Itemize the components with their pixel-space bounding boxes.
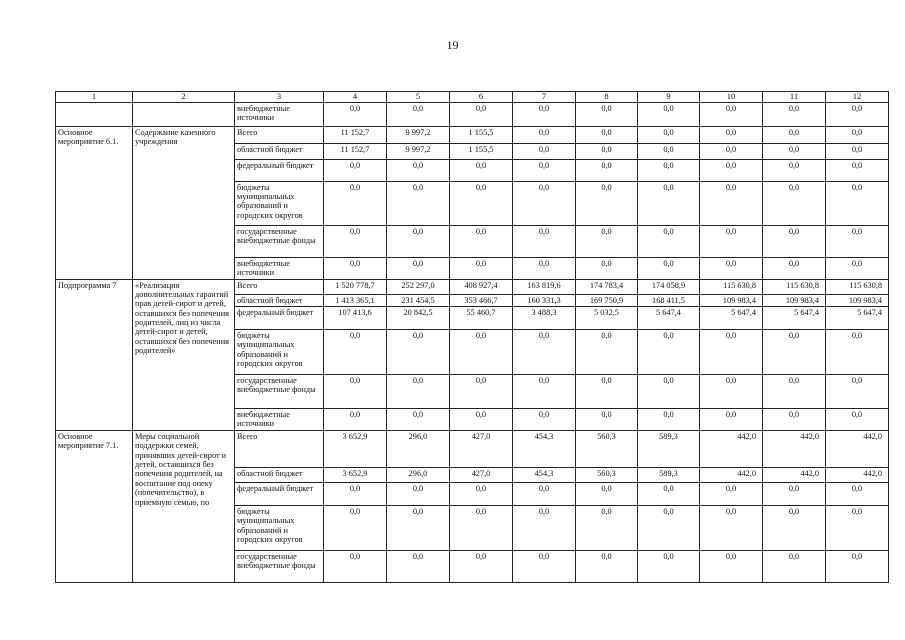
- value-cell: 1 413 365,1: [324, 294, 387, 306]
- value-cell: 0,0: [450, 225, 513, 257]
- value-cell: 1 155,5: [450, 143, 513, 159]
- value-cell: 174 058,9: [638, 279, 700, 294]
- value-cell: 0,0: [826, 126, 889, 143]
- value-cell: 0,0: [826, 329, 889, 374]
- value-cell: 0,0: [387, 225, 450, 257]
- table-row: [56, 102, 889, 126]
- value-cell: 0,0: [763, 225, 826, 257]
- budget-table: [55, 91, 889, 583]
- value-cell: 11 152,7: [324, 143, 387, 159]
- value-cell: 0,0: [576, 505, 638, 550]
- value-cell: 454,3: [513, 467, 576, 482]
- value-cell: 168 411,5: [638, 294, 700, 306]
- measure-description-cell: Содержание казенного учреждения: [133, 126, 235, 279]
- funding-source-cell: Всего: [235, 279, 324, 294]
- value-cell: 0,0: [324, 374, 387, 408]
- value-cell: 0,0: [763, 181, 826, 225]
- value-cell: 0,0: [826, 408, 889, 430]
- value-cell: 0,0: [763, 143, 826, 159]
- value-cell: 115 630,8: [826, 279, 889, 294]
- value-cell: 0,0: [324, 257, 387, 279]
- value-cell: 0,0: [638, 102, 700, 126]
- value-cell: 589,3: [638, 467, 700, 482]
- value-cell: 0,0: [576, 329, 638, 374]
- value-cell: 0,0: [826, 159, 889, 181]
- value-cell: 0,0: [700, 408, 763, 430]
- funding-source-cell: внебюджетные источники: [235, 408, 324, 430]
- value-cell: 0,0: [763, 159, 826, 181]
- value-cell: 3 652,9: [324, 467, 387, 482]
- table-row: [56, 279, 889, 294]
- value-cell: 0,0: [700, 225, 763, 257]
- column-header: 10: [700, 92, 763, 103]
- value-cell: 0,0: [513, 374, 576, 408]
- measure-name-cell: Подпрограмма 7: [56, 279, 133, 430]
- measure-description-cell: Меры социальной поддержки семей, принявших детей-сирот и детей, оставшихся без попечения родителей, на воспитание под опеку (попечительство), в приемную семью, по: [133, 430, 235, 582]
- value-cell: 0,0: [826, 505, 889, 550]
- table-row: [56, 430, 889, 467]
- value-cell: 0,0: [387, 181, 450, 225]
- value-cell: 0,0: [576, 482, 638, 505]
- value-cell: 0,0: [450, 374, 513, 408]
- value-cell: 0,0: [638, 408, 700, 430]
- column-header: 1: [56, 92, 133, 103]
- value-cell: 3 652,9: [324, 430, 387, 467]
- value-cell: 0,0: [700, 143, 763, 159]
- value-cell: 0,0: [513, 181, 576, 225]
- value-cell: 252 297,0: [387, 279, 450, 294]
- value-cell: 0,0: [763, 550, 826, 582]
- value-cell: 0,0: [387, 550, 450, 582]
- value-cell: 0,0: [763, 329, 826, 374]
- funding-source-cell: федеральный бюджет: [235, 306, 324, 329]
- value-cell: 0,0: [638, 181, 700, 225]
- value-cell: 0,0: [450, 505, 513, 550]
- column-header: 8: [576, 92, 638, 103]
- value-cell: 0,0: [513, 102, 576, 126]
- value-cell: 0,0: [700, 159, 763, 181]
- column-header: 7: [513, 92, 576, 103]
- funding-source-cell: областной бюджет: [235, 467, 324, 482]
- value-cell: 0,0: [324, 181, 387, 225]
- value-cell: 0,0: [324, 159, 387, 181]
- value-cell: 442,0: [700, 467, 763, 482]
- funding-source-cell: федеральный бюджет: [235, 482, 324, 505]
- value-cell: 0,0: [450, 181, 513, 225]
- value-cell: 560,3: [576, 467, 638, 482]
- value-cell: 0,0: [826, 482, 889, 505]
- funding-source-cell: федеральный бюджет: [235, 159, 324, 181]
- funding-source-cell: бюджеты муниципальных образований и городских округов: [235, 181, 324, 225]
- value-cell: 9 997,2: [387, 143, 450, 159]
- value-cell: 0,0: [763, 482, 826, 505]
- value-cell: 163 819,6: [513, 279, 576, 294]
- page-number: 19: [446, 38, 459, 52]
- value-cell: 0,0: [700, 257, 763, 279]
- measure-name-cell: Основное мероприятие 6.1.: [56, 126, 133, 279]
- value-cell: 0,0: [826, 374, 889, 408]
- value-cell: 0,0: [324, 408, 387, 430]
- column-header: 2: [133, 92, 235, 103]
- value-cell: 0,0: [763, 102, 826, 126]
- measure-description-cell: «Реализация дополнительных гарантий прав детей-сирот и детей, оставшихся без попечения родителей, лиц из числа детей-сирот и детей, оставшихся без попечения родителей»: [133, 279, 235, 430]
- value-cell: 169 750,9: [576, 294, 638, 306]
- value-cell: 0,0: [576, 374, 638, 408]
- value-cell: 0,0: [638, 550, 700, 582]
- value-cell: 0,0: [638, 126, 700, 143]
- value-cell: 0,0: [576, 181, 638, 225]
- value-cell: 0,0: [576, 408, 638, 430]
- value-cell: 0,0: [700, 505, 763, 550]
- funding-source-cell: государственные внебюджетные фонды: [235, 225, 324, 257]
- value-cell: 0,0: [638, 374, 700, 408]
- value-cell: 0,0: [576, 225, 638, 257]
- value-cell: 0,0: [513, 143, 576, 159]
- value-cell: 0,0: [763, 257, 826, 279]
- funding-source-cell: бюджеты муниципальных образований и городских округов: [235, 505, 324, 550]
- funding-source-cell: внебюджетные источники: [235, 102, 324, 126]
- value-cell: 0,0: [387, 482, 450, 505]
- value-cell: 0,0: [700, 550, 763, 582]
- value-cell: 0,0: [826, 257, 889, 279]
- funding-source-cell: государственные внебюджетные фонды: [235, 550, 324, 582]
- value-cell: 0,0: [450, 550, 513, 582]
- value-cell: 0,0: [638, 329, 700, 374]
- value-cell: 0,0: [700, 181, 763, 225]
- value-cell: 0,0: [576, 550, 638, 582]
- value-cell: 0,0: [450, 159, 513, 181]
- value-cell: 442,0: [700, 430, 763, 467]
- funding-source-cell: государственные внебюджетные фонды: [235, 374, 324, 408]
- value-cell: 20 842,5: [387, 306, 450, 329]
- column-header: 5: [387, 92, 450, 103]
- value-cell: 0,0: [513, 126, 576, 143]
- value-cell: 0,0: [513, 482, 576, 505]
- value-cell: 0,0: [826, 550, 889, 582]
- column-header: 12: [826, 92, 889, 103]
- value-cell: 0,0: [763, 505, 826, 550]
- value-cell: 0,0: [513, 550, 576, 582]
- value-cell: 0,0: [324, 225, 387, 257]
- value-cell: 231 454,5: [387, 294, 450, 306]
- column-header: 4: [324, 92, 387, 103]
- value-cell: 3 488,3: [513, 306, 576, 329]
- funding-source-cell: бюджеты муниципальных образований и городских округов: [235, 329, 324, 374]
- value-cell: 560,3: [576, 430, 638, 467]
- column-header: 11: [763, 92, 826, 103]
- value-cell: 589,3: [638, 430, 700, 467]
- value-cell: 0,0: [763, 408, 826, 430]
- value-cell: 0,0: [324, 505, 387, 550]
- value-cell: 115 630,8: [700, 279, 763, 294]
- value-cell: 11 152,7: [324, 126, 387, 143]
- value-cell: 0,0: [513, 159, 576, 181]
- header-row: [56, 92, 889, 103]
- value-cell: 0,0: [826, 225, 889, 257]
- value-cell: 55 460,7: [450, 306, 513, 329]
- value-cell: 0,0: [450, 257, 513, 279]
- value-cell: 109 983,4: [763, 294, 826, 306]
- value-cell: 0,0: [638, 159, 700, 181]
- value-cell: 442,0: [826, 467, 889, 482]
- value-cell: 5 647,4: [638, 306, 700, 329]
- table-body: [56, 92, 889, 583]
- funding-source-cell: областной бюджет: [235, 294, 324, 306]
- value-cell: 5 647,4: [763, 306, 826, 329]
- value-cell: 0,0: [700, 329, 763, 374]
- value-cell: 0,0: [700, 102, 763, 126]
- value-cell: 0,0: [826, 143, 889, 159]
- value-cell: 442,0: [826, 430, 889, 467]
- value-cell: 0,0: [513, 505, 576, 550]
- value-cell: 0,0: [638, 143, 700, 159]
- value-cell: 296,0: [387, 467, 450, 482]
- value-cell: 0,0: [387, 102, 450, 126]
- value-cell: 5 647,4: [700, 306, 763, 329]
- value-cell: 0,0: [387, 257, 450, 279]
- value-cell: 0,0: [700, 126, 763, 143]
- value-cell: 0,0: [826, 181, 889, 225]
- value-cell: 107 413,6: [324, 306, 387, 329]
- value-cell: 5 032,5: [576, 306, 638, 329]
- value-cell: 109 983,4: [700, 294, 763, 306]
- value-cell: 0,0: [638, 482, 700, 505]
- value-cell: 1 155,5: [450, 126, 513, 143]
- value-cell: 0,0: [387, 505, 450, 550]
- value-cell: 115 630,8: [763, 279, 826, 294]
- value-cell: 442,0: [763, 467, 826, 482]
- value-cell: 0,0: [513, 257, 576, 279]
- value-cell: 0,0: [450, 329, 513, 374]
- funding-source-cell: внебюджетные источники: [235, 257, 324, 279]
- value-cell: 0,0: [763, 126, 826, 143]
- value-cell: 1 520 778,7: [324, 279, 387, 294]
- funding-source-cell: областной бюджет: [235, 143, 324, 159]
- value-cell: 0,0: [450, 102, 513, 126]
- column-header: 9: [638, 92, 700, 103]
- value-cell: 0,0: [387, 374, 450, 408]
- value-cell: 0,0: [763, 374, 826, 408]
- value-cell: 0,0: [576, 126, 638, 143]
- value-cell: 0,0: [826, 102, 889, 126]
- value-cell: 160 331,3: [513, 294, 576, 306]
- funding-source-cell: Всего: [235, 126, 324, 143]
- column-header: 6: [450, 92, 513, 103]
- value-cell: 0,0: [638, 225, 700, 257]
- value-cell: 0,0: [513, 329, 576, 374]
- value-cell: 174 783,4: [576, 279, 638, 294]
- value-cell: 427,0: [450, 430, 513, 467]
- value-cell: 0,0: [387, 329, 450, 374]
- value-cell: 9 997,2: [387, 126, 450, 143]
- value-cell: 454,3: [513, 430, 576, 467]
- funding-source-cell: Всего: [235, 430, 324, 467]
- column-header: 3: [235, 92, 324, 103]
- value-cell: 442,0: [763, 430, 826, 467]
- value-cell: 353 466,7: [450, 294, 513, 306]
- value-cell: 0,0: [638, 505, 700, 550]
- value-cell: 0,0: [513, 408, 576, 430]
- value-cell: 0,0: [576, 102, 638, 126]
- measure-name-cell: [56, 102, 133, 126]
- value-cell: 0,0: [324, 102, 387, 126]
- value-cell: 0,0: [324, 482, 387, 505]
- value-cell: 408 927,4: [450, 279, 513, 294]
- value-cell: 0,0: [700, 374, 763, 408]
- value-cell: 296,0: [387, 430, 450, 467]
- measure-name-cell: Основное мероприятие 7.1.: [56, 430, 133, 582]
- value-cell: 5 647,4: [826, 306, 889, 329]
- value-cell: 0,0: [513, 225, 576, 257]
- value-cell: 0,0: [387, 408, 450, 430]
- value-cell: 0,0: [576, 143, 638, 159]
- value-cell: 0,0: [576, 257, 638, 279]
- value-cell: 0,0: [638, 257, 700, 279]
- value-cell: 0,0: [324, 550, 387, 582]
- value-cell: 0,0: [576, 159, 638, 181]
- measure-description-cell: [133, 102, 235, 126]
- value-cell: 0,0: [450, 482, 513, 505]
- value-cell: 427,0: [450, 467, 513, 482]
- value-cell: 0,0: [387, 159, 450, 181]
- table-row: [56, 126, 889, 143]
- value-cell: 109 983,4: [826, 294, 889, 306]
- value-cell: 0,0: [700, 482, 763, 505]
- value-cell: 0,0: [450, 408, 513, 430]
- value-cell: 0,0: [324, 329, 387, 374]
